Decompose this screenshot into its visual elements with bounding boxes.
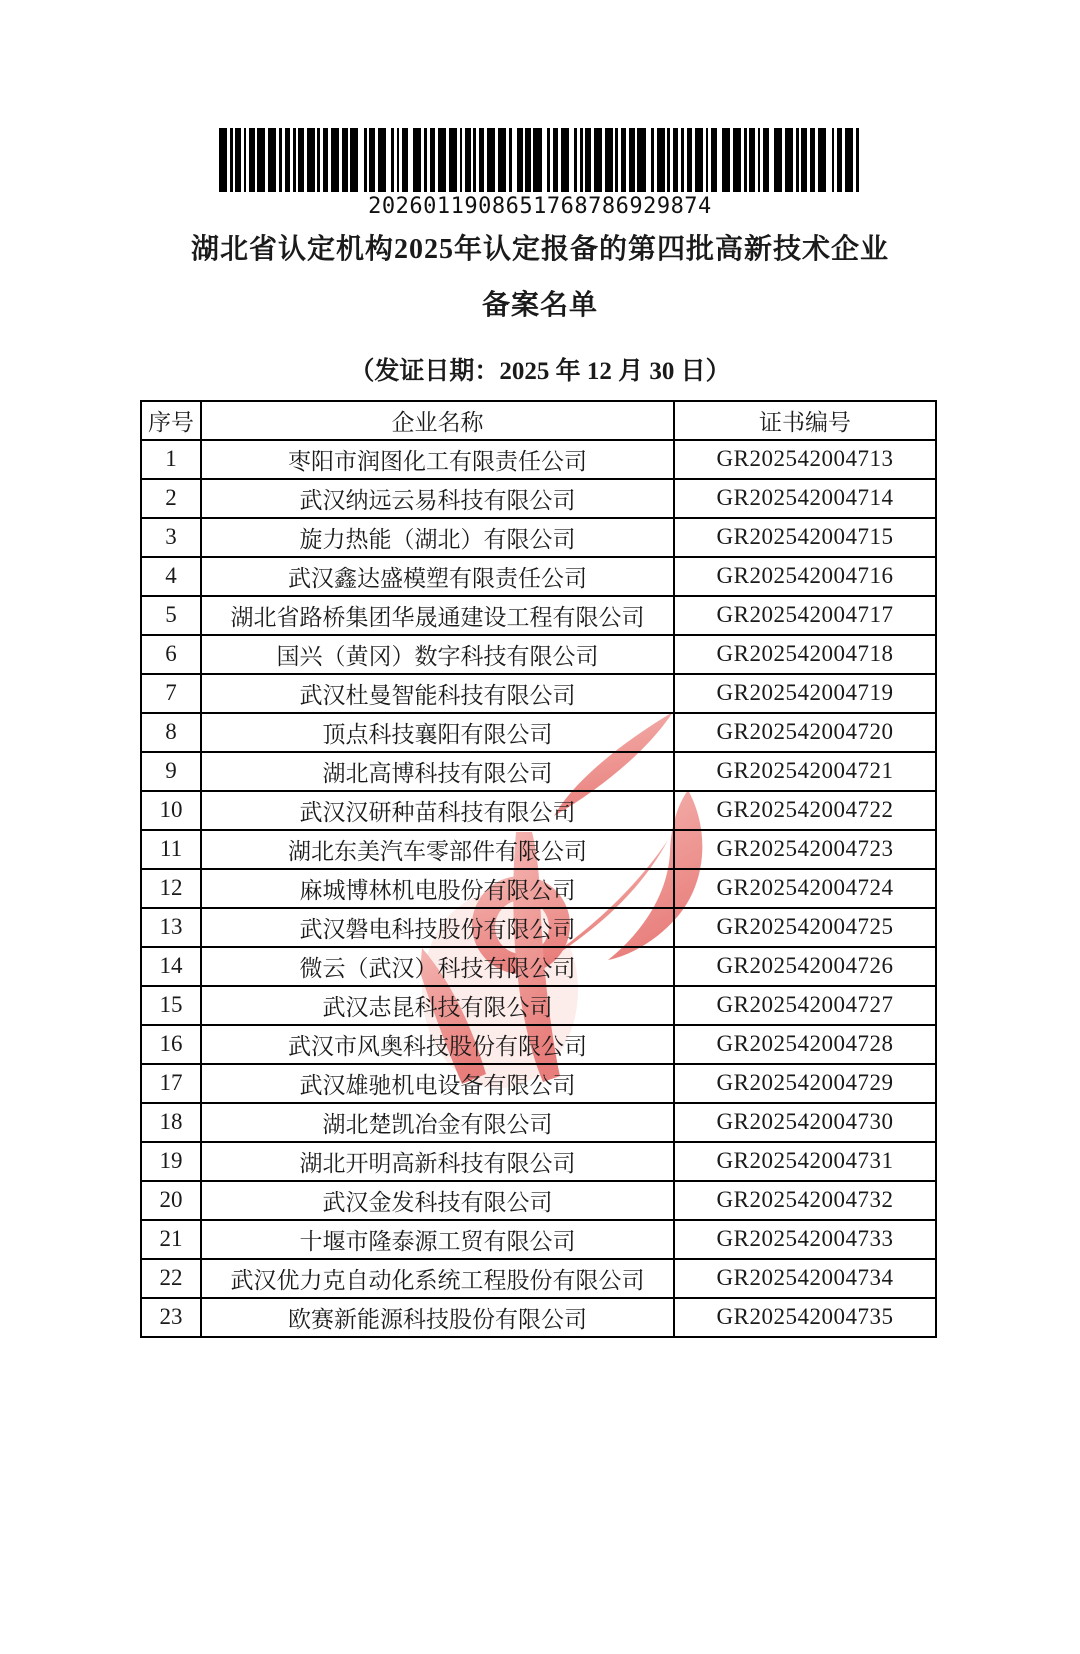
cert-number-cell: GR202542004721: [674, 752, 936, 791]
barcode-block: [219, 128, 861, 219]
barcode-bars: [219, 128, 861, 192]
row-index-cell: 2: [141, 479, 201, 518]
table-row: [141, 986, 936, 1025]
row-index-cell: 20: [141, 1181, 201, 1220]
table-row: [141, 1220, 936, 1259]
cert-number-cell: GR202542004734: [674, 1259, 936, 1298]
table-row: [141, 1064, 936, 1103]
cert-number-cell: GR202542004723: [674, 830, 936, 869]
row-index-cell: 1: [141, 440, 201, 479]
cert-number-cell: GR202542004722: [674, 791, 936, 830]
cert-number-cell: GR202542004720: [674, 713, 936, 752]
company-name-cell: 枣阳市润图化工有限责任公司: [201, 440, 674, 479]
company-table-body: [141, 440, 936, 1337]
company-name-cell: 武汉纳远云易科技有限公司: [201, 479, 674, 518]
company-name-cell: 武汉汉研种苗科技有限公司: [201, 791, 674, 830]
cert-number-cell: GR202542004735: [674, 1298, 936, 1337]
company-name-cell: 湖北东美汽车零部件有限公司: [201, 830, 674, 869]
table-row: [141, 479, 936, 518]
row-index-cell: 4: [141, 557, 201, 596]
row-index-cell: 8: [141, 713, 201, 752]
cert-number-cell: GR202542004713: [674, 440, 936, 479]
company-name-cell: 欧赛新能源科技股份有限公司: [201, 1298, 674, 1337]
table-row: [141, 635, 936, 674]
company-name-cell: 武汉市风奥科技股份有限公司: [201, 1025, 674, 1064]
cert-number-cell: GR202542004727: [674, 986, 936, 1025]
cert-number-cell: GR202542004731: [674, 1142, 936, 1181]
row-index-cell: 21: [141, 1220, 201, 1259]
cert-number-cell: GR202542004715: [674, 518, 936, 557]
row-index-cell: 9: [141, 752, 201, 791]
table-row: [141, 791, 936, 830]
table-row: [141, 596, 936, 635]
barcode-number: 2026011908651768786929874: [368, 194, 712, 219]
table-row: [141, 713, 936, 752]
table-header-row: [141, 401, 936, 440]
table-row: [141, 830, 936, 869]
company-name-cell: 麻城博林机电股份有限公司: [201, 869, 674, 908]
cert-number-cell: GR202542004714: [674, 479, 936, 518]
company-name-cell: 顶点科技襄阳有限公司: [201, 713, 674, 752]
cert-number-cell: GR202542004728: [674, 1025, 936, 1064]
company-name-cell: 湖北省路桥集团华晟通建设工程有限公司: [201, 596, 674, 635]
company-table: [140, 400, 937, 1338]
row-index-cell: 12: [141, 869, 201, 908]
table-row: [141, 869, 936, 908]
company-name-cell: 旋力热能（湖北）有限公司: [201, 518, 674, 557]
cert-number-cell: GR202542004725: [674, 908, 936, 947]
header-index: 序号: [141, 401, 201, 440]
company-name-cell: 微云（武汉）科技有限公司: [201, 947, 674, 986]
table-row: [141, 752, 936, 791]
row-index-cell: 3: [141, 518, 201, 557]
issue-date-line: （发证日期：2025 年 12 月 30 日）: [349, 357, 731, 385]
header-cert-number: 证书编号: [674, 401, 936, 440]
company-name-cell: 湖北楚凯冶金有限公司: [201, 1103, 674, 1142]
company-name-cell: 武汉鑫达盛模塑有限责任公司: [201, 557, 674, 596]
company-name-cell: 十堰市隆泰源工贸有限公司: [201, 1220, 674, 1259]
document-title-line1: 湖北省认定机构2025年认定报备的第四批高新技术企业: [190, 234, 889, 265]
row-index-cell: 16: [141, 1025, 201, 1064]
table-row: [141, 1103, 936, 1142]
company-name-cell: 武汉杜曼智能科技有限公司: [201, 674, 674, 713]
company-name-cell: 武汉志昆科技有限公司: [201, 986, 674, 1025]
row-index-cell: 11: [141, 830, 201, 869]
company-name-cell: 国兴（黄冈）数字科技有限公司: [201, 635, 674, 674]
cert-number-cell: GR202542004732: [674, 1181, 936, 1220]
row-index-cell: 18: [141, 1103, 201, 1142]
table-row: [141, 1142, 936, 1181]
cert-number-cell: GR202542004717: [674, 596, 936, 635]
row-index-cell: 6: [141, 635, 201, 674]
table-row: [141, 908, 936, 947]
cert-number-cell: GR202542004733: [674, 1220, 936, 1259]
cert-number-cell: GR202542004719: [674, 674, 936, 713]
cert-number-cell: GR202542004718: [674, 635, 936, 674]
cert-number-cell: GR202542004716: [674, 557, 936, 596]
table-row: [141, 440, 936, 479]
row-index-cell: 22: [141, 1259, 201, 1298]
row-index-cell: 7: [141, 674, 201, 713]
company-name-cell: 武汉金发科技有限公司: [201, 1181, 674, 1220]
table-row: [141, 674, 936, 713]
cert-number-cell: GR202542004726: [674, 947, 936, 986]
company-name-cell: 武汉磐电科技股份有限公司: [201, 908, 674, 947]
table-row: [141, 1025, 936, 1064]
cert-number-cell: GR202542004730: [674, 1103, 936, 1142]
table-row: [141, 557, 936, 596]
cert-number-cell: GR202542004729: [674, 1064, 936, 1103]
document-title-line2: 备案名单: [481, 289, 598, 321]
row-index-cell: 17: [141, 1064, 201, 1103]
table-row: [141, 1298, 936, 1337]
row-index-cell: 13: [141, 908, 201, 947]
table-row: [141, 518, 936, 557]
row-index-cell: 10: [141, 791, 201, 830]
company-name-cell: 武汉优力克自动化系统工程股份有限公司: [201, 1259, 674, 1298]
company-table-wrap: [140, 400, 935, 1338]
table-row: [141, 1181, 936, 1220]
row-index-cell: 15: [141, 986, 201, 1025]
company-name-cell: 武汉雄驰机电设备有限公司: [201, 1064, 674, 1103]
row-index-cell: 23: [141, 1298, 201, 1337]
row-index-cell: 5: [141, 596, 201, 635]
header-company-name: 企业名称: [201, 401, 674, 440]
cert-number-cell: GR202542004724: [674, 869, 936, 908]
company-name-cell: 湖北开明高新科技有限公司: [201, 1142, 674, 1181]
row-index-cell: 19: [141, 1142, 201, 1181]
table-row: [141, 947, 936, 986]
company-name-cell: 湖北高博科技有限公司: [201, 752, 674, 791]
table-row: [141, 1259, 936, 1298]
row-index-cell: 14: [141, 947, 201, 986]
